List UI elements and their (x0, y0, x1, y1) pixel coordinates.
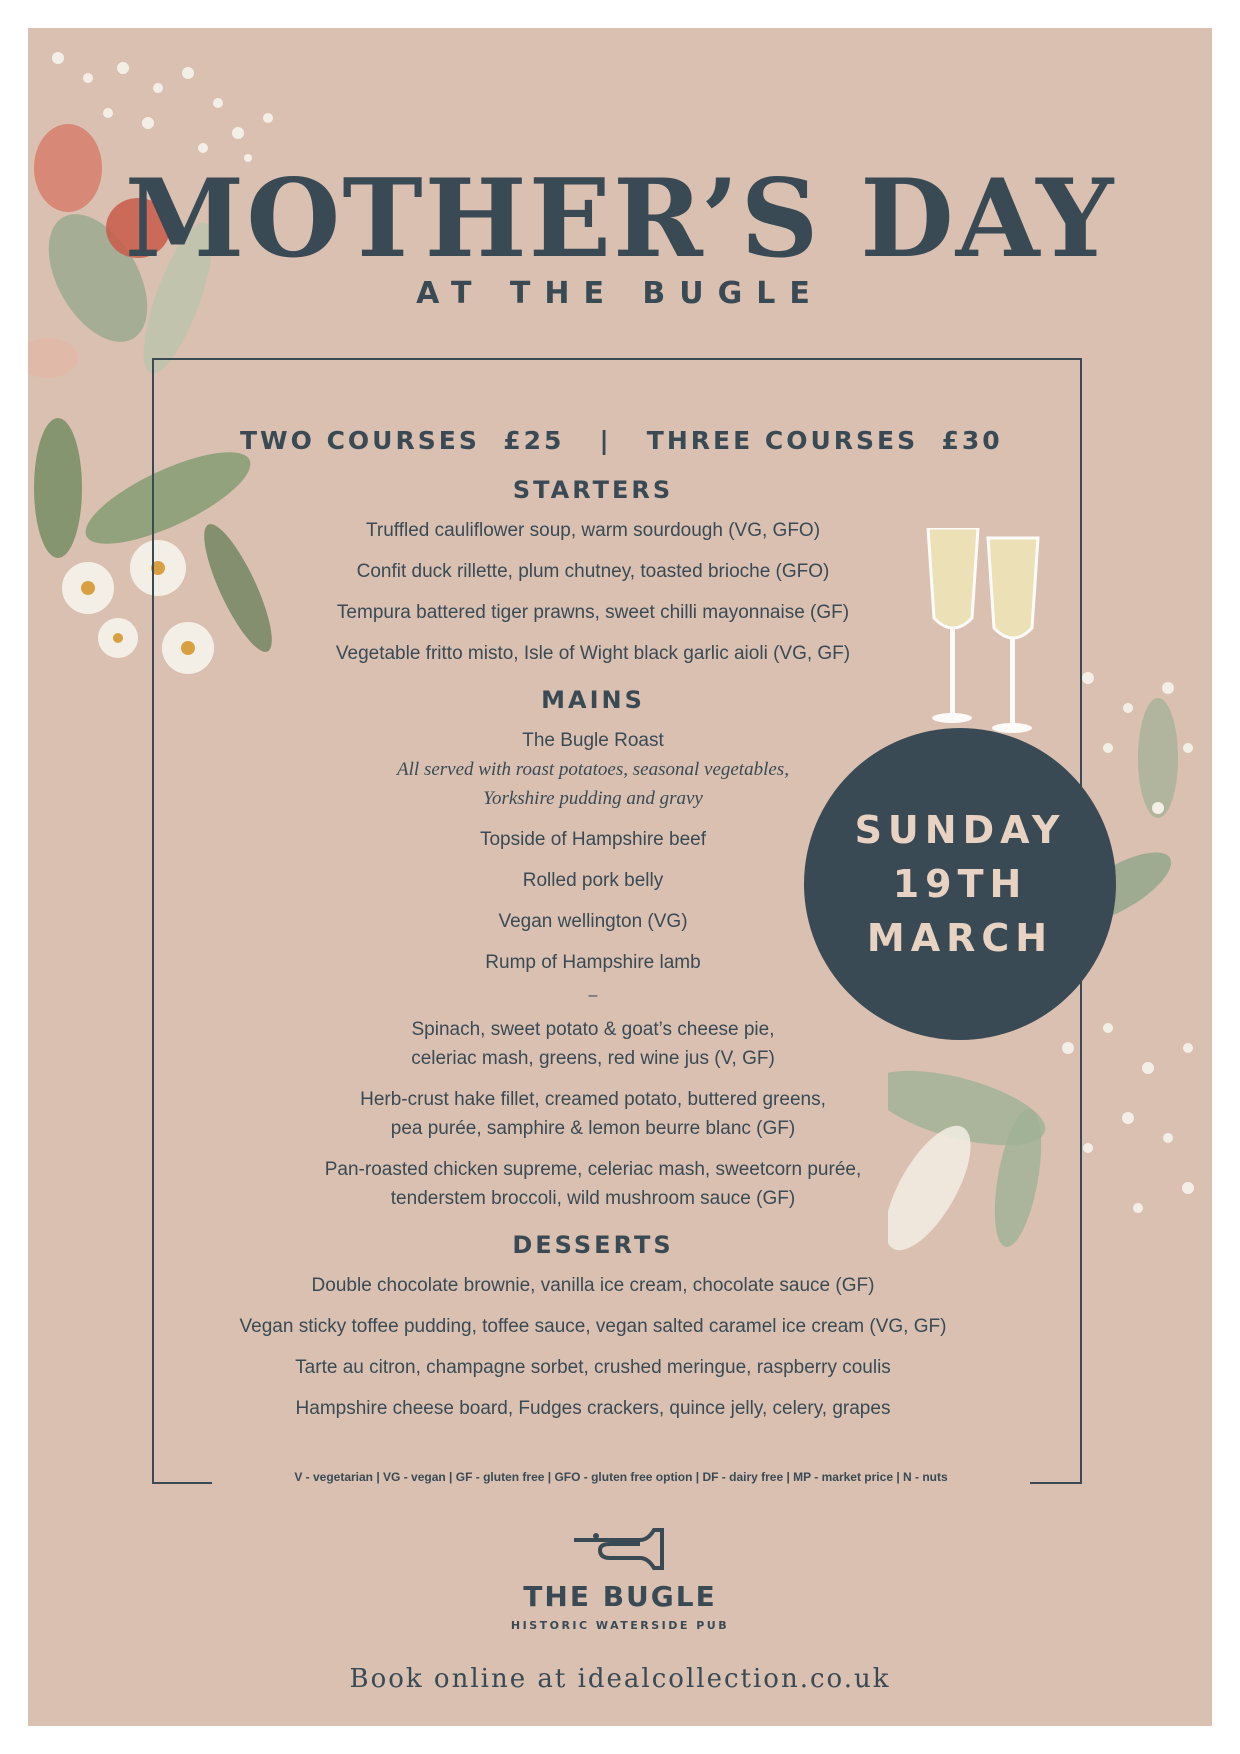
dessert-item: Hampshire cheese board, Fudges crackers, quince jelly, celery, grapes (295, 1398, 891, 1419)
roast-note-line: Yorkshire pudding and gravy (483, 788, 703, 809)
mains-separator: – (588, 987, 598, 1004)
roast-title: The Bugle Roast (522, 730, 664, 751)
date-badge-date: 19TH (892, 862, 1028, 906)
starter-item: Confit duck rillette, plum chutney, toasted brioche (GFO) (356, 561, 830, 582)
roast-item: Rump of Hampshire lamb (485, 952, 701, 973)
dessert-item: Tarte au citron, champagne sorbet, crushed meringue, raspberry coulis (295, 1357, 891, 1378)
pricing-line: TWO COURSES £25 | THREE COURSES £30 (240, 426, 1003, 455)
main-item-line: pea purée, samphire & lemon beurre blanc (GF) (390, 1118, 796, 1139)
roast-item: Vegan wellington (VG) (498, 911, 688, 932)
page-title: MOTHER’S DAY (124, 156, 1116, 282)
roast-item: Topside of Hampshire beef (479, 829, 706, 850)
main-item (152, 1155, 1034, 1213)
roast-note-line: All served with roast potatoes, seasonal vegetables, (397, 759, 789, 780)
main-item-line: celeriac mash, greens, red wine jus (V, GF) (411, 1048, 775, 1069)
logo-tagline: HISTORIC WATERSIDE PUB (510, 1619, 730, 1632)
main-item-line: tenderstem broccoli, wild mushroom sauce (GF) (390, 1188, 796, 1209)
page-subtitle: AT THE BUGLE (416, 276, 824, 311)
roast-item: Rolled pork belly (522, 870, 664, 891)
dessert-item: Double chocolate brownie, vanilla ice cream, chocolate sauce (GF) (311, 1275, 875, 1296)
starter-item: Truffled cauliflower soup, warm sourdough (VG, GFO) (365, 520, 821, 541)
starters-heading: STARTERS (512, 476, 674, 504)
logo-name: THE BUGLE (523, 1580, 717, 1613)
main-item-line: Herb-crust hake fillet, creamed potato, buttered greens, (360, 1089, 826, 1110)
bugle-logo (28, 1528, 1212, 1632)
mains-heading: MAINS (541, 686, 645, 714)
date-badge (804, 728, 1116, 1040)
booking-link[interactable]: Book online at idealcollection.co.uk (349, 1664, 891, 1694)
date-badge-month: MARCH (866, 916, 1054, 960)
starter-item: Vegetable fritto misto, Isle of Wight black garlic aioli (VG, GF) (335, 643, 851, 664)
date-badge-day: SUNDAY (854, 808, 1066, 852)
dessert-item: Vegan sticky toffee pudding, toffee sauce, vegan salted caramel ice cream (VG, GF) (239, 1316, 947, 1337)
main-item (152, 1085, 1034, 1143)
desserts-heading: DESSERTS (512, 1231, 674, 1259)
starter-item: Tempura battered tiger prawns, sweet chilli mayonnaise (GF) (336, 602, 850, 623)
menu-page (28, 28, 1212, 1726)
bugle-icon (570, 1528, 670, 1572)
main-item-line: Spinach, sweet potato & goat’s cheese pie, (411, 1019, 775, 1040)
main-item-line: Pan-roasted chicken supreme, celeriac mash, sweetcorn purée, (324, 1159, 862, 1180)
dietary-legend: V - vegetarian | VG - vegan | GF - gluten free | GFO - gluten free option | DF - dairy free | MP - market price | N - nuts (212, 1468, 1030, 1486)
